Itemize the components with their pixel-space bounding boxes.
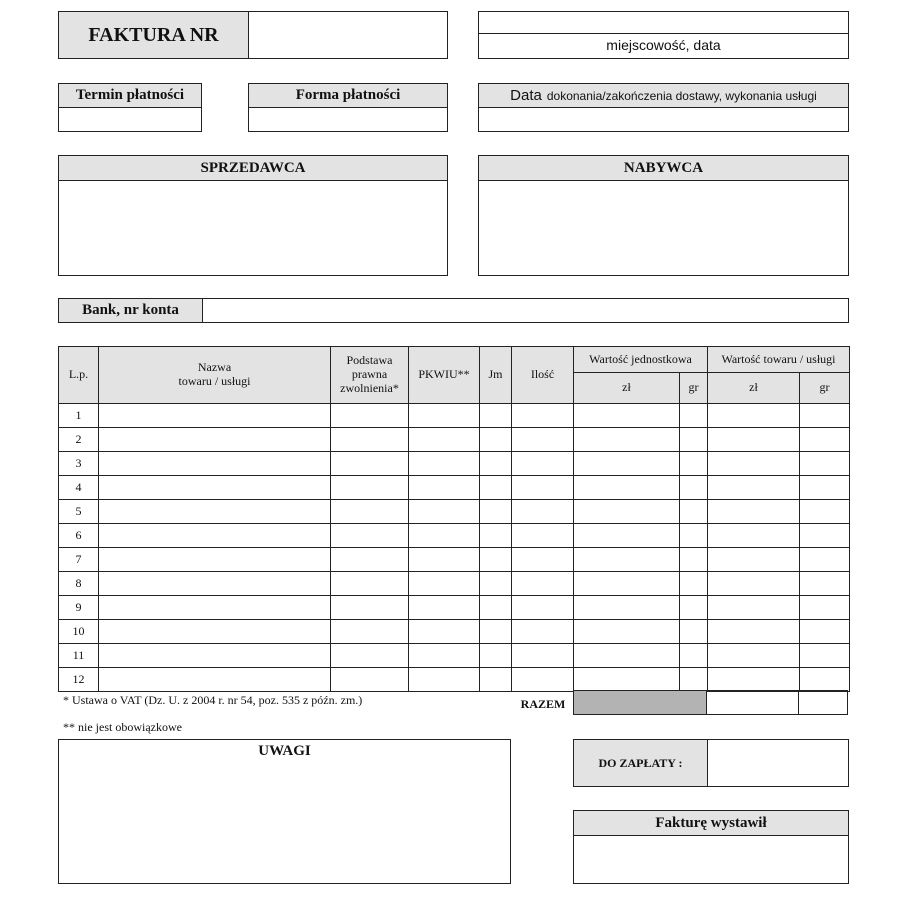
col-basis-line1: Podstawa bbox=[346, 353, 393, 368]
col-name-line1: Nazwa bbox=[197, 360, 232, 375]
table-cell[interactable] bbox=[574, 596, 680, 620]
col-name-header bbox=[99, 347, 331, 404]
table-cell[interactable] bbox=[680, 500, 708, 524]
table-cell[interactable] bbox=[99, 644, 331, 668]
table-cell[interactable] bbox=[512, 620, 574, 644]
table-cell[interactable] bbox=[331, 428, 409, 452]
table-cell[interactable] bbox=[331, 596, 409, 620]
row-number: 2 bbox=[59, 428, 99, 452]
row-number: 9 bbox=[59, 596, 99, 620]
table-row bbox=[59, 668, 850, 692]
table-cell[interactable] bbox=[409, 620, 480, 644]
issuer-label: Fakturę wystawił bbox=[574, 811, 848, 836]
buyer-label: NABYWCA bbox=[479, 156, 848, 181]
table-cell[interactable] bbox=[480, 668, 512, 692]
table-cell[interactable] bbox=[800, 572, 850, 596]
items-table bbox=[58, 346, 850, 692]
table-cell[interactable] bbox=[409, 404, 480, 428]
table-cell[interactable] bbox=[99, 428, 331, 452]
payment-form-label: Forma płatności bbox=[249, 84, 447, 108]
table-cell[interactable] bbox=[708, 620, 800, 644]
amount-due-label: DO ZAPŁATY : bbox=[574, 740, 708, 786]
table-cell[interactable] bbox=[800, 524, 850, 548]
table-cell[interactable] bbox=[409, 572, 480, 596]
table-row bbox=[59, 620, 850, 644]
table-cell[interactable] bbox=[680, 452, 708, 476]
table-cell[interactable] bbox=[480, 404, 512, 428]
buyer-field[interactable] bbox=[478, 155, 849, 276]
table-cell[interactable] bbox=[708, 404, 800, 428]
table-cell[interactable] bbox=[800, 404, 850, 428]
row-number: 11 bbox=[59, 644, 99, 668]
table-cell[interactable] bbox=[708, 476, 800, 500]
service-date-field[interactable] bbox=[478, 83, 849, 132]
table-cell[interactable] bbox=[331, 524, 409, 548]
col-basis-line2: prawna bbox=[351, 367, 388, 382]
row-number: 1 bbox=[59, 404, 99, 428]
table-cell[interactable] bbox=[480, 644, 512, 668]
table-cell[interactable] bbox=[680, 404, 708, 428]
total-unit-value-cell bbox=[573, 690, 707, 715]
table-cell[interactable] bbox=[680, 476, 708, 500]
table-cell[interactable] bbox=[800, 620, 850, 644]
optional-footnote: ** nie jest obowiązkowe bbox=[63, 720, 182, 734]
table-cell[interactable] bbox=[480, 572, 512, 596]
table-cell[interactable] bbox=[800, 668, 850, 692]
table-cell[interactable] bbox=[574, 524, 680, 548]
seller-field[interactable] bbox=[58, 155, 448, 276]
table-cell[interactable] bbox=[409, 428, 480, 452]
col-unit-zl-header: zł bbox=[574, 373, 680, 404]
table-cell[interactable] bbox=[512, 596, 574, 620]
table-cell[interactable] bbox=[512, 572, 574, 596]
table-cell[interactable] bbox=[680, 572, 708, 596]
table-cell[interactable] bbox=[574, 620, 680, 644]
col-name-line2: towaru / usługi bbox=[178, 374, 251, 388]
payment-term-label: Termin płatności bbox=[59, 84, 201, 108]
table-cell[interactable] bbox=[480, 548, 512, 572]
row-number: 8 bbox=[59, 572, 99, 596]
table-cell[interactable] bbox=[331, 500, 409, 524]
row-number: 3 bbox=[59, 452, 99, 476]
payment-form-field[interactable] bbox=[248, 83, 448, 132]
table-cell[interactable] bbox=[574, 668, 680, 692]
total-gr-cell[interactable] bbox=[798, 690, 848, 715]
table-cell[interactable] bbox=[480, 500, 512, 524]
table-cell[interactable] bbox=[680, 596, 708, 620]
col-total-value-header: Wartość towaru / usługi bbox=[708, 347, 850, 373]
table-row bbox=[59, 596, 850, 620]
place-date-field[interactable] bbox=[478, 11, 849, 59]
table-cell[interactable] bbox=[680, 668, 708, 692]
table-cell[interactable] bbox=[512, 452, 574, 476]
table-cell[interactable] bbox=[331, 668, 409, 692]
table-cell[interactable] bbox=[800, 548, 850, 572]
col-basis-header bbox=[331, 347, 409, 404]
table-row bbox=[59, 572, 850, 596]
table-cell[interactable] bbox=[480, 428, 512, 452]
table-row bbox=[59, 476, 850, 500]
row-number: 5 bbox=[59, 500, 99, 524]
table-cell[interactable] bbox=[480, 596, 512, 620]
table-cell[interactable] bbox=[800, 452, 850, 476]
table-cell[interactable] bbox=[574, 572, 680, 596]
amount-due-field[interactable] bbox=[573, 739, 849, 787]
invoice-number-field[interactable] bbox=[248, 11, 448, 59]
table-cell[interactable] bbox=[512, 500, 574, 524]
table-row bbox=[59, 548, 850, 572]
payment-term-field[interactable] bbox=[58, 83, 202, 132]
items-body bbox=[59, 404, 850, 692]
table-cell[interactable] bbox=[409, 476, 480, 500]
row-number: 12 bbox=[59, 668, 99, 692]
table-cell[interactable] bbox=[512, 476, 574, 500]
table-cell[interactable] bbox=[680, 644, 708, 668]
table-row bbox=[59, 500, 850, 524]
table-cell[interactable] bbox=[99, 524, 331, 548]
table-row bbox=[59, 524, 850, 548]
col-total-zl-header: zł bbox=[708, 373, 800, 404]
table-cell[interactable] bbox=[331, 572, 409, 596]
service-date-label-rest: dokonania/zakończenia dostawy, wykonania usługi bbox=[546, 88, 817, 103]
table-cell[interactable] bbox=[512, 428, 574, 452]
table-cell[interactable] bbox=[574, 404, 680, 428]
table-cell[interactable] bbox=[512, 404, 574, 428]
table-row bbox=[59, 428, 850, 452]
table-cell[interactable] bbox=[409, 524, 480, 548]
row-number: 6 bbox=[59, 524, 99, 548]
table-cell[interactable] bbox=[99, 452, 331, 476]
table-cell[interactable] bbox=[680, 524, 708, 548]
table-cell[interactable] bbox=[99, 572, 331, 596]
table-cell[interactable] bbox=[409, 668, 480, 692]
table-cell[interactable] bbox=[99, 404, 331, 428]
issuer-field[interactable] bbox=[573, 810, 849, 884]
table-cell[interactable] bbox=[512, 668, 574, 692]
col-unit-value-header: Wartość jednostkowa bbox=[574, 347, 708, 373]
table-cell[interactable] bbox=[409, 596, 480, 620]
col-total-gr-header: gr bbox=[800, 373, 850, 404]
table-cell[interactable] bbox=[800, 500, 850, 524]
table-cell[interactable] bbox=[331, 620, 409, 644]
table-cell[interactable] bbox=[800, 596, 850, 620]
col-unit-gr-header: gr bbox=[680, 373, 708, 404]
row-number: 4 bbox=[59, 476, 99, 500]
table-cell[interactable] bbox=[708, 548, 800, 572]
service-date-label bbox=[479, 84, 848, 108]
table-cell[interactable] bbox=[800, 644, 850, 668]
table-cell[interactable] bbox=[331, 644, 409, 668]
total-label: RAZEM bbox=[520, 697, 566, 711]
table-cell[interactable] bbox=[708, 500, 800, 524]
table-cell[interactable] bbox=[708, 596, 800, 620]
total-zl-cell[interactable] bbox=[706, 690, 799, 715]
table-cell[interactable] bbox=[99, 596, 331, 620]
table-cell[interactable] bbox=[331, 476, 409, 500]
place-date-label: miejscowość, data bbox=[606, 37, 721, 53]
table-cell[interactable] bbox=[331, 548, 409, 572]
table-cell[interactable] bbox=[99, 500, 331, 524]
table-cell[interactable] bbox=[800, 428, 850, 452]
table-cell[interactable] bbox=[680, 428, 708, 452]
table-cell[interactable] bbox=[331, 404, 409, 428]
table-cell[interactable] bbox=[708, 572, 800, 596]
table-cell[interactable] bbox=[574, 644, 680, 668]
col-basis-line3: zwolnienia* bbox=[340, 380, 399, 395]
table-cell[interactable] bbox=[409, 548, 480, 572]
table-cell[interactable] bbox=[574, 500, 680, 524]
table-cell[interactable] bbox=[331, 452, 409, 476]
table-cell[interactable] bbox=[512, 524, 574, 548]
invoice-title: FAKTURA NR bbox=[58, 11, 249, 59]
table-cell[interactable] bbox=[574, 548, 680, 572]
table-cell[interactable] bbox=[512, 548, 574, 572]
row-number: 10 bbox=[59, 620, 99, 644]
table-cell[interactable] bbox=[99, 476, 331, 500]
col-qty-header: Ilość bbox=[512, 347, 574, 404]
table-cell[interactable] bbox=[409, 500, 480, 524]
table-cell[interactable] bbox=[99, 620, 331, 644]
table-cell[interactable] bbox=[680, 620, 708, 644]
table-cell[interactable] bbox=[99, 548, 331, 572]
table-cell[interactable] bbox=[708, 524, 800, 548]
vat-footnote: * Ustawa o VAT (Dz. U. z 2004 r. nr 54, poz. 535 z późn. zm.) bbox=[63, 693, 363, 707]
table-cell[interactable] bbox=[708, 452, 800, 476]
row-number: 7 bbox=[59, 548, 99, 572]
col-lp-header: L.p. bbox=[59, 347, 99, 404]
col-jm-header: Jm bbox=[480, 347, 512, 404]
table-cell[interactable] bbox=[480, 524, 512, 548]
table-row bbox=[59, 404, 850, 428]
table-cell[interactable] bbox=[409, 644, 480, 668]
table-cell[interactable] bbox=[708, 644, 800, 668]
table-cell[interactable] bbox=[480, 620, 512, 644]
table-cell[interactable] bbox=[409, 452, 480, 476]
seller-label: SPRZEDAWCA bbox=[59, 156, 447, 181]
table-row bbox=[59, 452, 850, 476]
table-cell[interactable] bbox=[574, 452, 680, 476]
table-cell[interactable] bbox=[800, 476, 850, 500]
table-row bbox=[59, 644, 850, 668]
bank-account-field[interactable] bbox=[58, 298, 849, 323]
table-cell[interactable] bbox=[99, 668, 331, 692]
table-cell[interactable] bbox=[574, 476, 680, 500]
table-cell[interactable] bbox=[480, 452, 512, 476]
table-cell[interactable] bbox=[480, 476, 512, 500]
table-cell[interactable] bbox=[512, 644, 574, 668]
bank-account-label: Bank, nr konta bbox=[59, 299, 203, 322]
col-pkwiu-header: PKWIU** bbox=[409, 347, 480, 404]
divider bbox=[479, 33, 848, 34]
remarks-label: UWAGI bbox=[258, 743, 311, 759]
table-cell[interactable] bbox=[708, 668, 800, 692]
remarks-field[interactable] bbox=[58, 739, 511, 884]
table-cell[interactable] bbox=[680, 548, 708, 572]
service-date-label-main: Data bbox=[510, 87, 542, 104]
table-cell[interactable] bbox=[574, 428, 680, 452]
table-cell[interactable] bbox=[708, 428, 800, 452]
